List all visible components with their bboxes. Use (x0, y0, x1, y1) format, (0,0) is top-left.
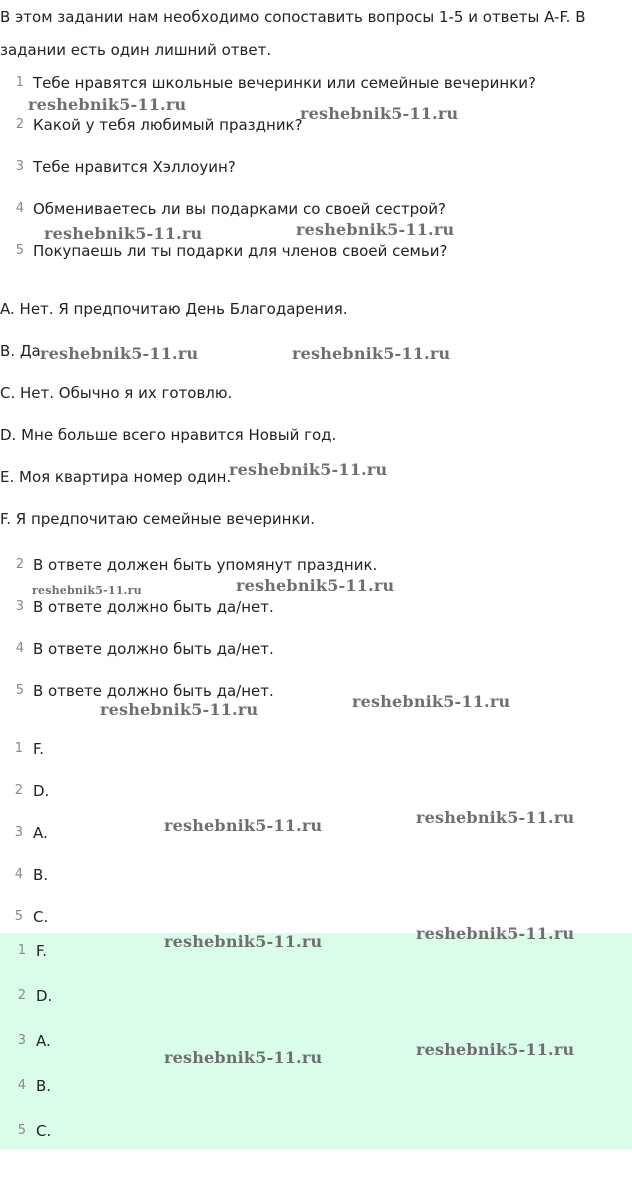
solution-text: B. (33, 866, 49, 884)
solution-number: 3 (14, 825, 23, 840)
question-text: Какой у тебя любимый праздник? (33, 116, 303, 134)
watermark: reshebnik5-11.ru (40, 344, 199, 363)
question-text: Тебе нравится Хэллоуин? (33, 158, 236, 176)
hint-text: В ответе должен быть упомянут праздник. (33, 556, 378, 574)
answer-option: A. Нет. Я предпочитаю День Благодарения. (0, 300, 348, 318)
solution-text: A. (33, 824, 48, 842)
answer-option: E. Моя квартира номер один. (0, 468, 232, 486)
solution-number: 5 (14, 909, 23, 924)
question-number: 5 (15, 243, 24, 258)
final-answer-number: 2 (17, 988, 26, 1003)
watermark: reshebnik5-11.ru (416, 924, 575, 943)
watermark: reshebnik5-11.ru (416, 808, 575, 827)
intro-line-2: задании есть один лишний ответ. (0, 41, 272, 59)
watermark: reshebnik5-11.ru (28, 95, 187, 114)
final-answer-text: A. (36, 1032, 51, 1050)
final-answer-number: 3 (17, 1033, 26, 1048)
hint-number: 3 (15, 599, 24, 614)
answer-option: C. Нет. Обычно я их готовлю. (0, 384, 233, 402)
question-text: Покупаешь ли ты подарки для членов своей семьи? (33, 242, 448, 260)
question-number: 3 (15, 159, 24, 174)
solution-text: F. (33, 740, 44, 758)
watermark: reshebnik5-11.ru (44, 224, 203, 243)
intro-line-1: В этом задании нам необходимо сопоставить вопросы 1-5 и ответы A-F. В (0, 8, 586, 26)
final-answer-number: 4 (17, 1078, 26, 1093)
hint-text: В ответе должно быть да/нет. (33, 682, 274, 700)
watermark: reshebnik5-11.ru (236, 576, 395, 595)
final-answer-text: D. (36, 987, 53, 1005)
watermark: reshebnik5-11.ru (416, 1040, 575, 1059)
final-answer-text: F. (36, 942, 47, 960)
answer-option: F. Я предпочитаю семейные вечеринки. (0, 510, 316, 528)
watermark: reshebnik5-11.ru (164, 1048, 323, 1067)
watermark: reshebnik5-11.ru (292, 344, 451, 363)
final-answer-number: 1 (17, 943, 26, 958)
question-text: Обмениваетесь ли вы подарками со своей сестрой? (33, 200, 447, 218)
solution-number: 4 (14, 867, 23, 882)
watermark: reshebnik5-11.ru (100, 700, 259, 719)
answer-option: D. Мне больше всего нравится Новый год. (0, 426, 337, 444)
hint-number: 5 (15, 683, 24, 698)
final-answer-text: C. (36, 1122, 52, 1140)
final-answer-text: B. (36, 1077, 52, 1095)
hint-text: В ответе должно быть да/нет. (33, 598, 274, 616)
hint-number: 2 (15, 557, 24, 572)
solution-number: 1 (14, 741, 23, 756)
watermark: reshebnik5-11.ru (229, 460, 388, 479)
question-number: 1 (15, 75, 24, 90)
watermark: reshebnik5-11.ru (352, 692, 511, 711)
question-number: 2 (15, 117, 24, 132)
answer-option: B. Да. (0, 342, 46, 360)
watermark: reshebnik5-11.ru (164, 816, 323, 835)
solution-number: 2 (14, 783, 23, 798)
hint-text: В ответе должно быть да/нет. (33, 640, 274, 658)
solution-text: C. (33, 908, 49, 926)
solution-text: D. (33, 782, 50, 800)
watermark: reshebnik5-11.ru (164, 932, 323, 951)
final-answer-number: 5 (17, 1123, 26, 1138)
watermark: reshebnik5-11.ru (296, 220, 455, 239)
watermark: reshebnik5-11.ru (32, 584, 142, 597)
question-number: 4 (15, 201, 24, 216)
hint-number: 4 (15, 641, 24, 656)
watermark: reshebnik5-11.ru (300, 104, 459, 123)
question-text: Тебе нравятся школьные вечеринки или семейные вечеринки? (33, 74, 536, 92)
